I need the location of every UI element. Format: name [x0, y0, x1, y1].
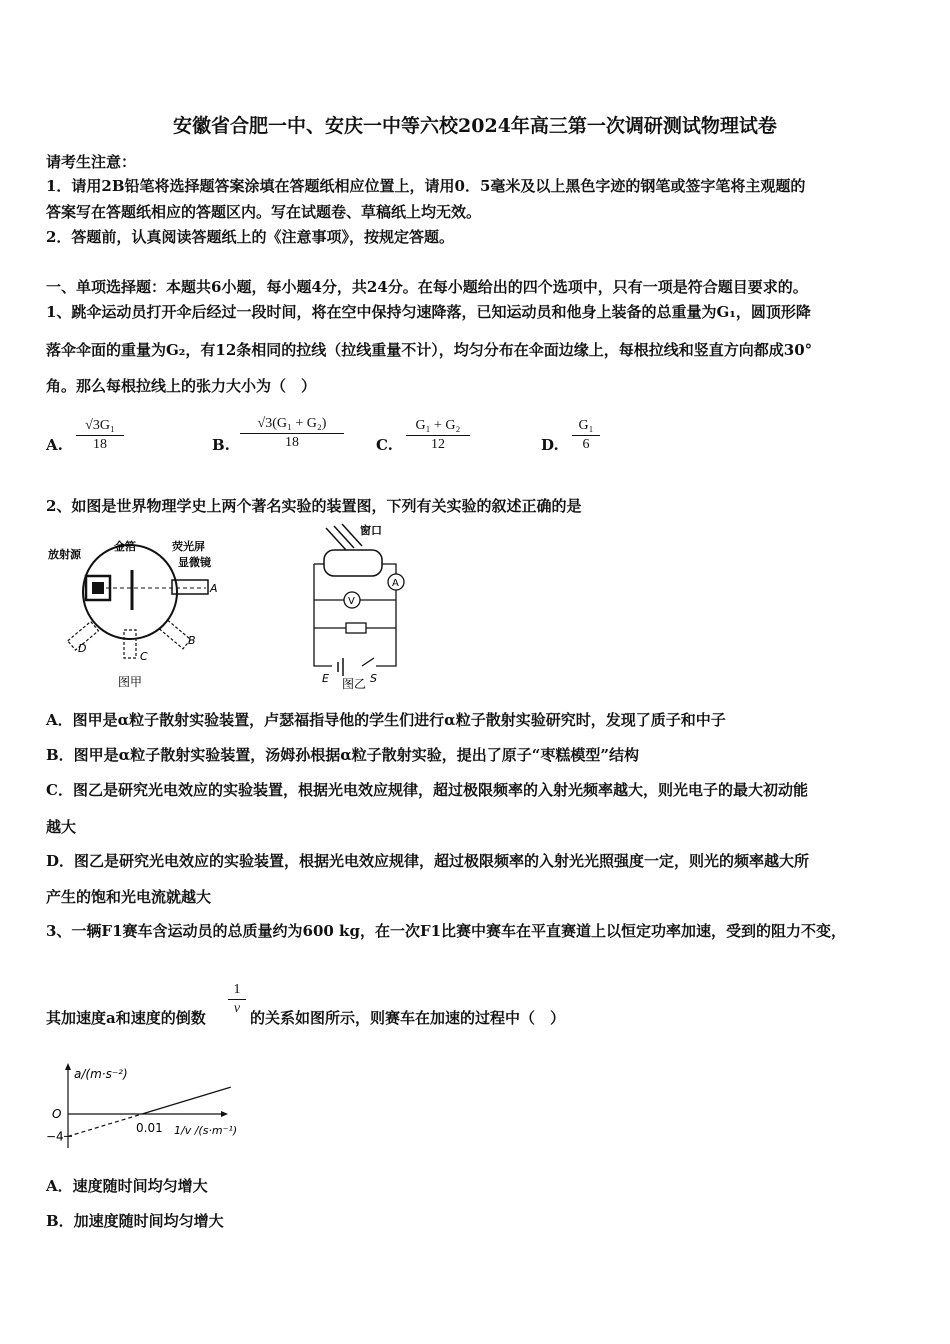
q1-option-d-denominator: 6 — [582, 437, 590, 452]
label-window: 窗口 — [360, 524, 382, 537]
x-tick-label: 0.01 — [136, 1121, 163, 1135]
q1-option-b-label[interactable]: B. — [212, 436, 230, 454]
label-b: B — [188, 634, 196, 647]
fraction-bar — [76, 435, 124, 436]
q1-option-a-denominator: 18 — [93, 437, 107, 452]
q2-option-b[interactable]: B．图甲是α粒子散射实验装置，汤姆孙根据α粒子散射实验，提出了原子“枣糕模型”结构 — [46, 746, 640, 764]
y-axis-arrow — [65, 1063, 71, 1070]
q3-stem-line-2b: 的关系如图所示，则赛车在加速的过程中（ ） — [250, 1009, 566, 1027]
light-ray — [326, 528, 346, 550]
acceleration-chart — [44, 1060, 254, 1156]
q1-option-a-numerator: √3G₁ — [85, 418, 115, 433]
page-title: 安徽省合肥一中、安庆一中等六校2024年高三第一次调研测试物理试卷 — [173, 115, 777, 137]
fraction-bar — [572, 435, 600, 436]
phototube — [324, 550, 382, 576]
q3-option-a[interactable]: A．速度随时间均匀增大 — [46, 1177, 208, 1195]
q1-option-c-denominator: 12 — [431, 437, 445, 452]
figure-alpha-scattering — [44, 534, 244, 694]
q1-option-d-numerator: G₁ — [578, 418, 594, 433]
rheostat — [346, 623, 366, 633]
radioactive-source — [92, 582, 104, 594]
q1-option-c-label[interactable]: C. — [376, 436, 393, 454]
q2-option-c-line-2[interactable]: 越大 — [46, 818, 77, 836]
notice-line-3: 2．答题前，认真阅读答题纸上的《注意事项》，按规定答题。 — [46, 228, 454, 246]
q1-option-c-fraction — [406, 418, 470, 453]
q1-option-b-denominator: 18 — [285, 435, 299, 450]
q1-option-a-label[interactable]: A. — [46, 436, 63, 454]
q2-stem: 2、如图是世界物理学史上两个著名实验的装置图，下列有关实验的叙述正确的是 — [46, 497, 582, 515]
q3-option-b[interactable]: B．加速度随时间均匀增大 — [46, 1212, 224, 1230]
x-axis-label: 1/v /(s·m⁻¹) — [174, 1124, 238, 1137]
q3-fraction-denominator: v — [233, 1001, 241, 1016]
label-voltmeter: V — [348, 596, 355, 607]
origin-label: O — [52, 1107, 62, 1121]
label-source: 放射源 — [48, 548, 81, 561]
q1-option-d-label[interactable]: D. — [541, 436, 559, 454]
notice-line-2: 答案写在答题纸相应的答题区内。写在试题卷、草稿纸上均无效。 — [46, 203, 482, 221]
x-axis-arrow — [221, 1111, 228, 1117]
fraction-bar — [240, 433, 344, 434]
q3-stem-line-1: 3、一辆F1赛车含运动员的总质量约为600 kg，在一次F1比赛中赛车在平直赛道上以恒定功率加速，受到的阻力不变， — [46, 922, 847, 940]
section-heading: 一、单项选择题：本题共6小题，每小题4分，共24分。在每小题给出的四个选项中，只有一项是符合题目要求的。 — [46, 278, 808, 296]
label-a: A — [210, 582, 218, 595]
label-microscope: 显微镜 — [178, 556, 211, 569]
q3-inverse-velocity-fraction — [228, 982, 246, 1017]
notice-line-1: 1．请用2B铅笔将选择题答案涂填在答题纸相应位置上，请用0．5毫米及以上黑色字迹的钢笔或签字笔将主观题的 — [46, 177, 806, 195]
q3-fraction-numerator: 1 — [233, 982, 241, 997]
switch — [362, 658, 374, 666]
q3-stem-line-2a: 其加速度a和速度的倒数 — [46, 1009, 206, 1027]
y-axis-label: a/(m·s⁻²) — [74, 1067, 128, 1081]
q2-option-d-line-2[interactable]: 产生的饱和光电流就越大 — [46, 888, 212, 906]
q2-option-c-line-1[interactable]: C．图乙是研究光电效应的实验装置，根据光电效应规律，超过极限频率的入射光频率越大，则光电子的最大初动能 — [46, 781, 808, 799]
q1-option-a-fraction — [76, 418, 124, 453]
caption-fig-yi: 图乙 — [342, 677, 367, 691]
q1-stem-line-2: 落伞伞面的重量为G₂，有12条相同的拉线（拉线重量不计），均匀分布在伞面边缘上，每根拉线和竖直方向都成30° — [46, 341, 813, 359]
microscope-c — [124, 630, 136, 658]
q1-option-b-numerator: √3(G₁ + G₂) — [257, 416, 327, 431]
q2-option-a[interactable]: A．图甲是α粒子散射实验装置，卢瑟福指导他的学生们进行α粒子散射实验研究时，发现了质子和中子 — [46, 711, 726, 729]
fraction-bar — [406, 435, 470, 436]
label-ammeter: A — [392, 578, 399, 589]
light-ray — [342, 524, 362, 546]
label-screen: 荧光屏 — [172, 540, 205, 553]
series-line — [142, 1087, 231, 1114]
q1-stem-line-1: 1、跳伞运动员打开伞后经过一段时间，将在空中保持匀速降落，已知运动员和他身上装备的总重量为G₁，圆顶形降 — [46, 303, 811, 321]
y-tick-label: −4 — [46, 1129, 64, 1144]
label-c: C — [140, 650, 148, 663]
circuit-wire — [314, 564, 332, 666]
label-e: E — [322, 672, 329, 685]
q1-stem-line-3: 角。那么每根拉线上的张力大小为（ ） — [46, 377, 317, 395]
figure-photoelectric — [298, 522, 428, 694]
notice-heading: 请考生注意： — [46, 153, 137, 171]
caption-fig-jia: 图甲 — [118, 675, 143, 689]
q1-option-d-fraction — [572, 418, 600, 453]
q2-option-d-line-1[interactable]: D．图乙是研究光电效应的实验装置，根据光电效应规律，超过极限频率的入射光光照强度一定，则光的频率越大所 — [46, 852, 810, 870]
label-s: S — [370, 672, 377, 685]
q1-option-b-fraction — [240, 416, 344, 451]
q1-option-c-numerator: G₁ + G₂ — [415, 418, 461, 433]
series-line-extrapolated — [68, 1114, 142, 1136]
light-ray — [334, 526, 354, 548]
label-gold-foil: 金箔 — [114, 540, 136, 553]
fraction-bar — [228, 999, 246, 1000]
label-d: D — [78, 642, 87, 655]
